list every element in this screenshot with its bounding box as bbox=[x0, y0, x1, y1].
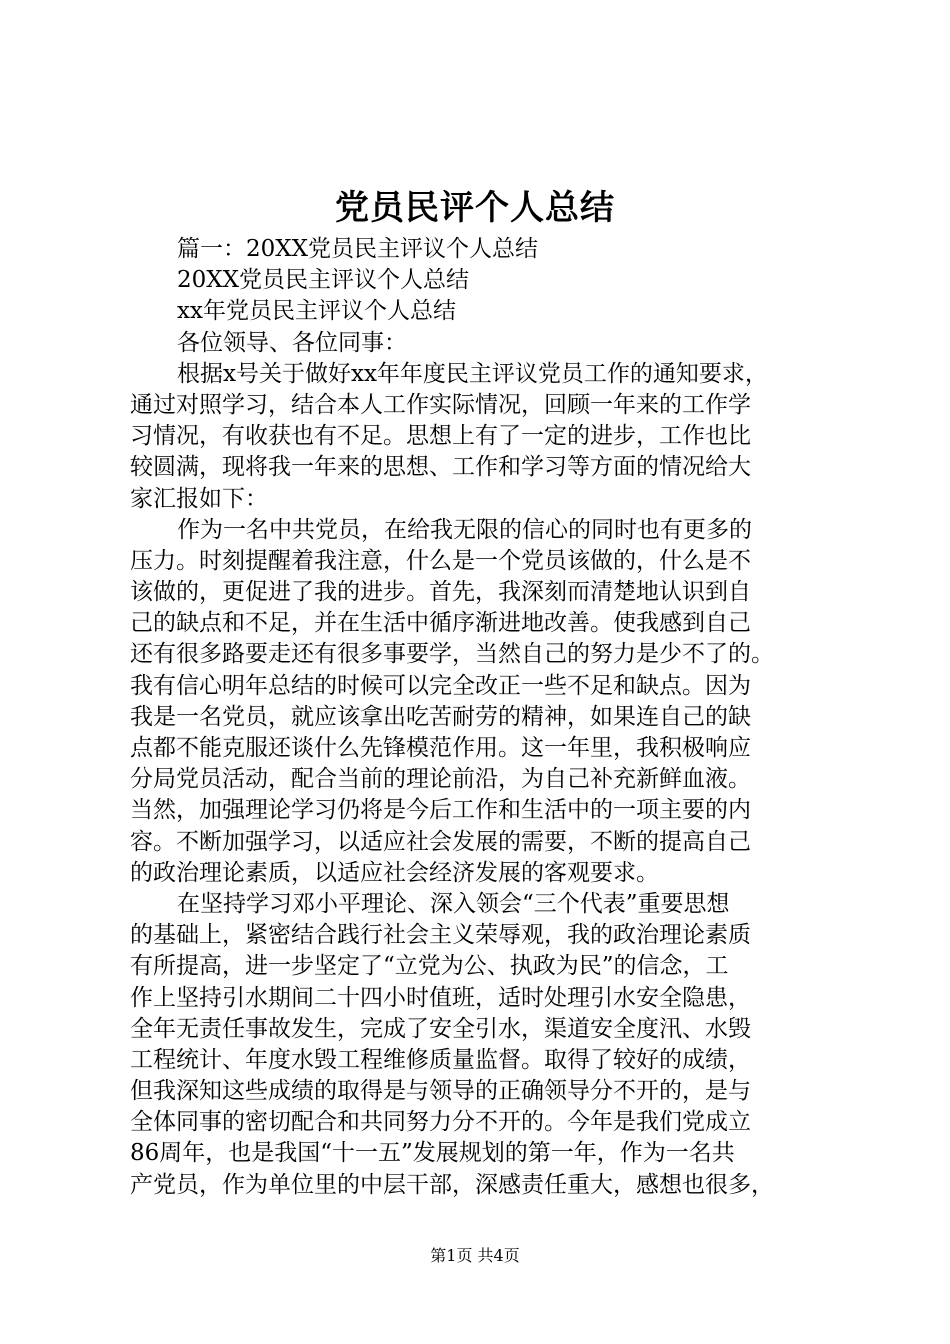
body-line: 习情况，有收获也有不足。思想上有了一定的进步，工作也比 bbox=[130, 423, 751, 450]
body-line: 的政治理论素质，以适应社会经济发展的客观要求。 bbox=[130, 859, 659, 886]
body-line: xx年党员民主评议个人总结 bbox=[177, 298, 456, 325]
body-line: 全体同事的密切配合和共同努力分不开的。今年是我们党成立 bbox=[130, 1109, 751, 1136]
body-line: 20XX党员民主评议个人总结 bbox=[177, 267, 470, 294]
document-body bbox=[130, 234, 830, 1201]
body-line: 分局党员活动，配合当前的理论前沿，为自己补充新鲜血液。 bbox=[130, 766, 751, 793]
body-line: 该做的，更促进了我的进步。首先，我深刻而清楚地认识到自 bbox=[130, 579, 751, 606]
page-indicator: 第1页 共4页 bbox=[430, 1246, 520, 1265]
body-line: 但我深知这些成绩的取得是与领导的正确领导分不开的，是与 bbox=[130, 1078, 751, 1105]
body-line: 我是一名党员，就应该拿出吃苦耐劳的精神，如果连自己的缺 bbox=[130, 703, 751, 730]
body-line: 家汇报如下： bbox=[130, 485, 268, 512]
body-line: 容。不断加强学习，以适应社会发展的需要，不断的提高自己 bbox=[130, 828, 751, 855]
body-line: 当然，加强理论学习仍将是今后工作和生活中的一项主要的内 bbox=[130, 797, 751, 824]
body-line: 产党员，作为单位里的中层干部，深感责任重大，感想也很多， bbox=[130, 1171, 774, 1198]
body-line: 还有很多路要走还有很多事要学，当然自己的努力是少不了的。 bbox=[130, 641, 774, 668]
body-line: 作上坚持引水期间二十四小时值班，适时处理引水安全隐患， bbox=[130, 984, 751, 1011]
body-line: 压力。时刻提醒着我注意，什么是一个党员该做的，什么是不 bbox=[130, 547, 751, 574]
body-line: 根据x号关于做好xx年年度民主评议党员工作的通知要求， bbox=[177, 360, 768, 387]
body-line: 较圆满，现将我一年来的思想、工作和学习等方面的情况给大 bbox=[130, 454, 751, 481]
body-line: 通过对照学习，结合本人工作实际情况，回顾一年来的工作学 bbox=[130, 391, 751, 418]
body-line: 在坚持学习邓小平理论、深入领会“三个代表”重要思想 bbox=[177, 890, 730, 917]
body-line: 点都不能克服还谈什么先锋模范作用。这一年里，我积极响应 bbox=[130, 735, 751, 761]
body-line: 全年无责任事故发生，完成了安全引水，渠道安全度汛、水毁 bbox=[130, 1015, 751, 1042]
body-line: 工程统计、年度水毁工程维修质量监督。取得了较好的成绩， bbox=[130, 1046, 751, 1073]
body-line: 的基础上，紧密结合践行社会主义荣辱观，我的政治理论素质 bbox=[130, 922, 751, 949]
body-line: 我有信心明年总结的时候可以完全改正一些不足和缺点。因为 bbox=[130, 672, 751, 699]
body-line: 有所提高，进一步坚定了“立党为公、执政为民”的信念，工 bbox=[130, 953, 729, 980]
body-line: 篇一：20XX党员民主评议个人总结 bbox=[177, 236, 539, 262]
body-line: 各位领导、各位同事： bbox=[177, 329, 407, 356]
body-line: 86周年，也是我国“十一五”发展规划的第一年，作为一名共 bbox=[130, 1140, 735, 1167]
document-title: 党员民评个人总结 bbox=[335, 188, 615, 228]
body-line: 作为一名中共党员，在给我无限的信心的同时也有更多的 bbox=[177, 516, 752, 543]
body-line: 己的缺点和不足，并在生活中循序渐进地改善。使我感到自己 bbox=[130, 610, 751, 637]
